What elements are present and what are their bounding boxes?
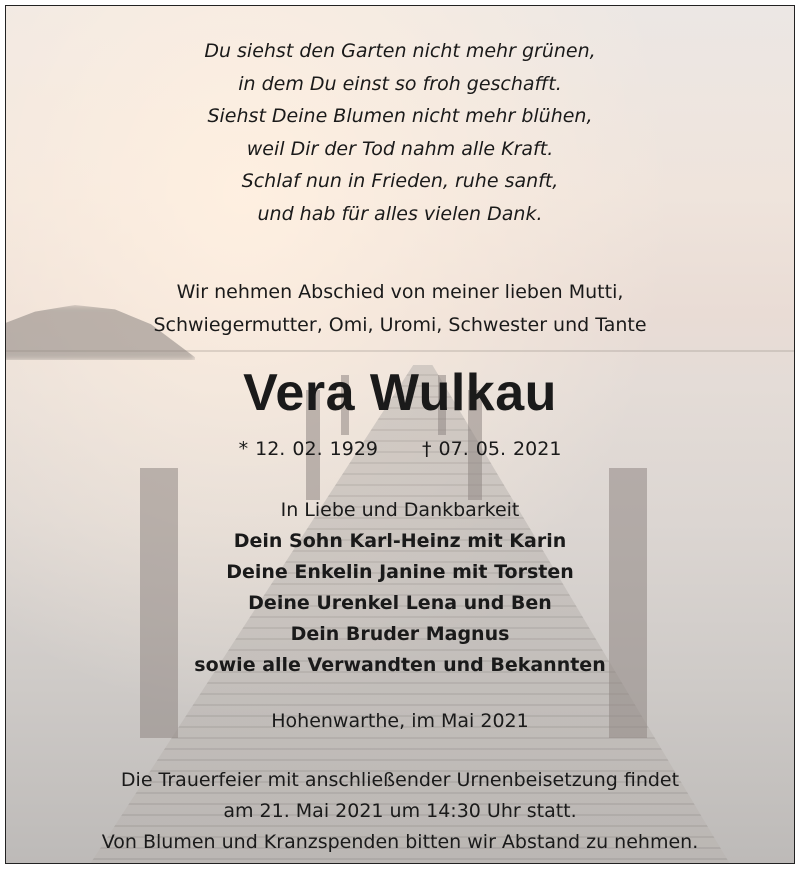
mourner-name: sowie alle Verwandten und Bekannten bbox=[194, 654, 606, 676]
intro-line: Wir nehmen Abschied von meiner lieben Mutti, bbox=[176, 281, 624, 303]
dedication-line: In Liebe und Dankbarkeit bbox=[280, 499, 520, 521]
ceremony-line: Die Trauerfeier mit anschließender Urnenbeisetzung findet bbox=[120, 769, 680, 791]
poem-line: weil Dir der Tod nahm alle Kraft. bbox=[246, 137, 554, 160]
farewell-intro bbox=[5, 276, 795, 341]
memorial-poem bbox=[5, 35, 795, 230]
poem-line: in dem Du einst so froh geschafft. bbox=[238, 72, 562, 95]
death-date: † 07. 05. 2021 bbox=[422, 438, 562, 460]
poem-line: Du siehst den Garten nicht mehr grünen, bbox=[204, 40, 596, 62]
obituary-notice bbox=[5, 5, 795, 864]
poem-line: und hab für alles vielen Dank. bbox=[257, 202, 543, 225]
ceremony-line: am 21. Mai 2021 um 14:30 Uhr statt. bbox=[223, 800, 577, 822]
life-dates bbox=[5, 437, 795, 461]
mourner-name: Deine Urenkel Lena und Ben bbox=[248, 592, 552, 614]
notice-text bbox=[5, 5, 795, 858]
mourner-name: Dein Sohn Karl-Heinz mit Karin bbox=[233, 530, 567, 552]
poem-line: Schlaf nun in Frieden, ruhe sanft, bbox=[241, 170, 559, 192]
poem-line: Siehst Deine Blumen nicht mehr blühen, bbox=[207, 105, 593, 127]
place-and-date: Hohenwarthe, im Mai 2021 bbox=[271, 710, 529, 732]
ceremony-info bbox=[5, 765, 795, 858]
ceremony-line: Von Blumen und Kranzspenden bitten wir Abstand zu nehmen. bbox=[101, 831, 699, 853]
intro-line: Schwiegermutter, Omi, Uromi, Schwester und Tante bbox=[153, 313, 647, 336]
mourners-list bbox=[5, 495, 795, 681]
mourner-name: Deine Enkelin Janine mit Torsten bbox=[226, 561, 574, 583]
mourner-name: Dein Bruder Magnus bbox=[290, 623, 510, 645]
deceased-name: Vera Wulkau bbox=[243, 364, 557, 422]
birth-date: * 12. 02. 1929 bbox=[238, 438, 378, 460]
